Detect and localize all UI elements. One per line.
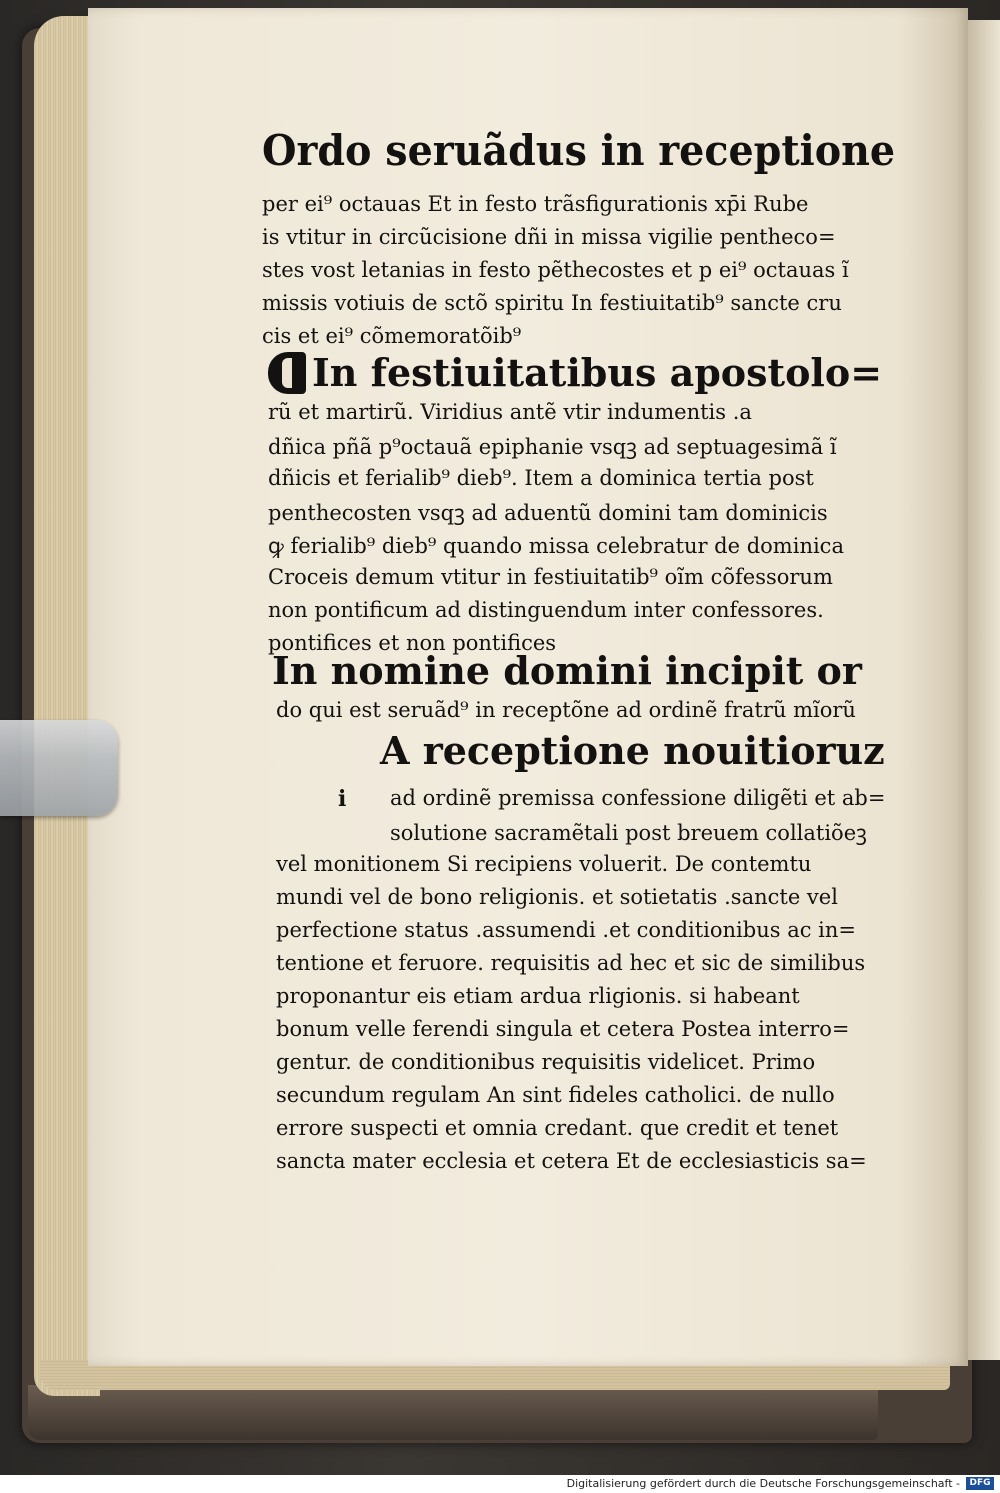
- text-line: gentur. de conditionibus requisitis videlicet. Primo: [276, 1050, 816, 1074]
- text-line: non pontificum ad distinguendum inter confessores.: [268, 598, 824, 622]
- text-line: dñica pñã p⁹octauã epiphanie vsqꝫ ad septuagesimã ĩ: [268, 435, 837, 459]
- text-line: tentione et feruore. requisitis ad hec et sic de similibus: [276, 951, 866, 975]
- text-line: perfectione status .assumendi .et conditionibus ac in=: [276, 918, 856, 942]
- footer-credit: Digitalisierung gefördert durch die Deutsche Forschungsgemeinschaft -: [566, 1477, 960, 1490]
- heading-a-receptione: A receptione nouitioruz: [380, 728, 885, 773]
- heading-festiuitatibus: In festiuitatibus apostolo=: [312, 350, 883, 395]
- text-line: errore suspecti et omnia credant. que credit et tenet: [276, 1116, 839, 1140]
- text-line: cis et ei⁹ cõmemoratõib⁹: [262, 324, 522, 348]
- text-line: proponantur eis etiam ardua rligionis. si habeant: [276, 984, 800, 1008]
- text-line: penthecosten vsqꝫ ad aduentũ domini tam dominicis: [268, 501, 828, 525]
- text-line: ꝙ ferialib⁹ dieb⁹ quando missa celebratur de dominica: [268, 534, 844, 558]
- text-line: pontifices et non pontifices: [268, 631, 557, 655]
- text-line: do qui est seruãd⁹ in receptõne ad ordinẽ fratrũ mĩorũ: [276, 698, 856, 722]
- footer-bar: [0, 1475, 1000, 1493]
- page-clip: [0, 720, 118, 816]
- text-line: per ei⁹ octauas Et in festo trãsfigurationis xp̄i Rube: [262, 192, 809, 216]
- paragraph-mark-icon: [268, 352, 306, 394]
- book-cover-bottom: [28, 1385, 878, 1440]
- text-line: ad ordinẽ premissa confessione diligẽti et ab=: [390, 786, 886, 810]
- initial-letter: i: [338, 786, 347, 812]
- text-line: sancta mater ecclesia et cetera Et de ecclesiasticis sa=: [276, 1149, 867, 1173]
- text-line: missis votiuis de sctõ spiritu In festiuitatib⁹ sancte cru: [262, 291, 842, 315]
- text-line: secundum regulam An sint fideles catholici. de nullo: [276, 1083, 835, 1107]
- text-line: stes vost letanias in festo pẽthecostes et p ei⁹ octauas ĩ: [262, 258, 849, 282]
- heading-in-nomine: In nomine domini incipit or: [272, 648, 862, 693]
- text-line: vel monitionem Si recipiens voluerit. De contemtu: [276, 852, 812, 876]
- dfg-logo-icon: DFG: [966, 1477, 994, 1490]
- text-line: bonum velle ferendi singula et cetera Postea interro=: [276, 1017, 850, 1041]
- text-line: is vtitur in circũcisione dñi in missa vigilie pentheco=: [262, 225, 836, 249]
- text-line: rũ et martirũ. Viridius antẽ vtir indumentis .a: [268, 400, 752, 424]
- text-line: mundi vel de bono religionis. et sotietatis .sancte vel: [276, 885, 838, 909]
- text-line: solutione sacramẽtali post breuem collatiõeꝫ: [390, 821, 867, 845]
- text-line: Croceis demum vtitur in festiuitatib⁹ oĩm cõfessorum: [268, 565, 833, 589]
- heading-ordo: Ordo seruãdus in receptione: [262, 126, 896, 175]
- text-line: dñicis et ferialib⁹ dieb⁹. Item a dominica tertia post: [268, 466, 814, 490]
